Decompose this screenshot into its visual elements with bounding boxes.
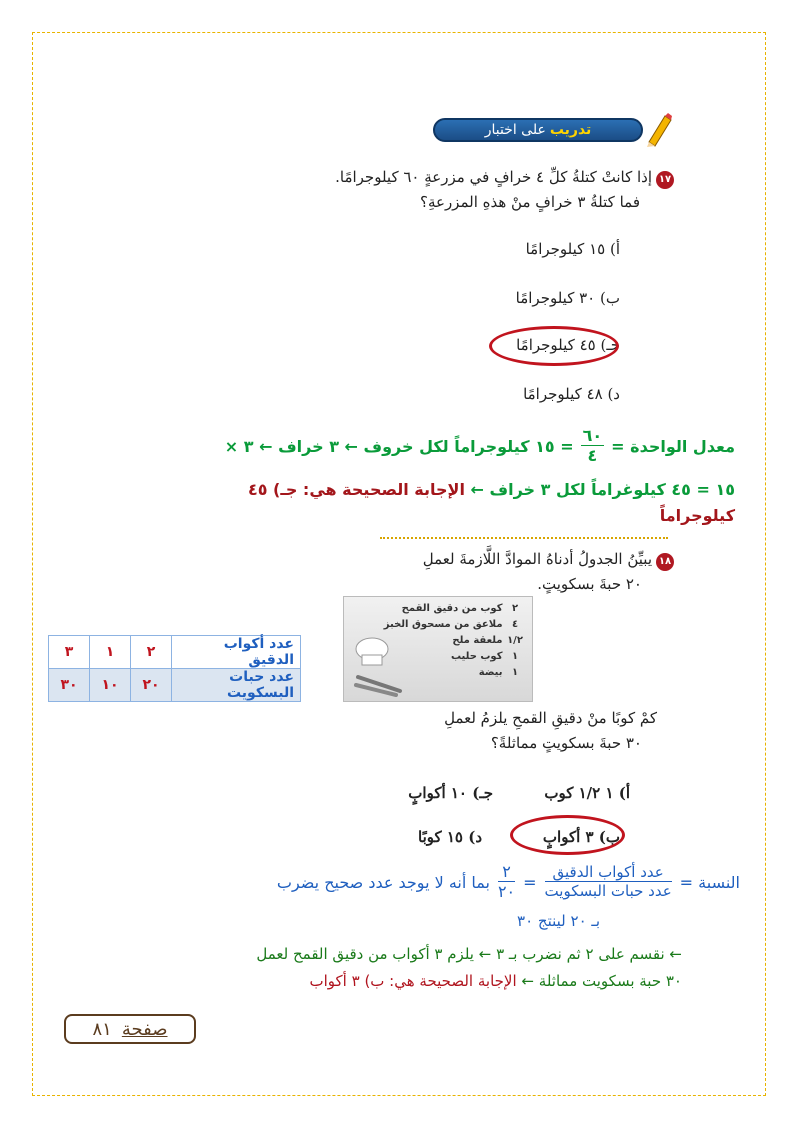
sol-red2: الإجابة الصحيحة هي: ب) ٣ أكواب xyxy=(309,972,517,990)
recipe-qty: ١ xyxy=(511,651,519,662)
row-header: عدد حبات البسكويت xyxy=(172,669,301,702)
ratio-value-top: ٢ xyxy=(498,864,515,882)
page-number: ٨١ xyxy=(92,1018,112,1040)
q18-line2: ٢٠ حبةَ بسكويتٍ. xyxy=(537,575,642,593)
recipe-row xyxy=(344,617,532,633)
table-cell: ٣ xyxy=(49,636,90,669)
recipe-item: كوب حليب xyxy=(450,651,503,662)
q18-option-b[interactable]: ب) ٣ أكوابٍ xyxy=(542,828,620,846)
ratio-eq: = xyxy=(523,872,537,892)
recipe-item: بيضة xyxy=(478,667,503,678)
recipe-item: ملاعق من مسحوق الخبز xyxy=(383,619,503,630)
sol2-red: الإجابة الصحيحة هي: جـ) ٤٥ xyxy=(247,480,465,499)
recipe-qty: ٤ xyxy=(511,619,519,630)
q18-line1: يبيِّنُ الجدولُ أدناهُ الموادَّ اللَّازمةَ لعملِ xyxy=(422,550,652,568)
practice-badge xyxy=(437,110,673,154)
recipe-qty: ١/٢ xyxy=(507,635,523,646)
sol-green2: ٣٠ حبة بسكويت مماثلة ← xyxy=(521,972,682,990)
q17-solution-line3: كيلوجراماً xyxy=(659,506,735,525)
sol2-green: ١٥ = ٤٥ كيلوغراماً لكل ٣ خراف ← xyxy=(470,480,735,499)
ratio-rest: بما أنه لا يوجد عدد صحيح يضرب xyxy=(276,872,490,892)
q17-option-a[interactable]: أ) ١٥ كيلوجرامًا xyxy=(525,240,620,258)
q17-line2: فما كتلةُ ٣ خرافٍ منْ هذهِ المزرعةِ؟ xyxy=(419,193,640,211)
q17-line1: إذا كانتْ كتلةُ كلِّ ٤ خرافٍ في مزرعةٍ ٦٠ كيلوجرامًا. xyxy=(335,168,652,186)
q18-line4: ٣٠ حبةَ بسكويتٍ مماثلةً؟ xyxy=(490,734,642,752)
table-cell: ٢ xyxy=(131,636,172,669)
rate-fraction xyxy=(581,428,605,464)
ratio-top: عدد أكواب الدقيق xyxy=(545,865,672,882)
ratio-bottom: عدد حبات البسكويت xyxy=(544,882,672,900)
ratio-label: النسبة = xyxy=(679,872,740,892)
table-cell: ٣٠ xyxy=(49,669,90,702)
recipe-qty: ٢ xyxy=(511,603,519,614)
row-header: عدد أكواب الدقيق xyxy=(172,636,301,669)
q18-option-c[interactable]: جـ) ١٠ أكوابٍ xyxy=(408,784,493,802)
page-label: صفحة xyxy=(121,1018,168,1040)
separator xyxy=(380,537,668,539)
ratio-fraction xyxy=(545,865,672,899)
q17-solution-line2 xyxy=(55,480,735,499)
table-cell: ١ xyxy=(90,636,131,669)
q18-line3: كمْ كوبًا منْ دقيقِ القمحِ يلزمُ لعملِ xyxy=(444,709,657,727)
ratio-value-fraction xyxy=(498,864,515,900)
rate-rest: = ١٥ كيلوجراماً لكل خروف ← ٣ خراف ← ٣ × xyxy=(224,436,574,456)
q18-solution-line4 xyxy=(62,972,682,990)
answer-circle-q17 xyxy=(489,326,619,366)
page-number-box xyxy=(64,1014,196,1044)
frac-bottom: ٤ xyxy=(587,446,598,465)
answer-circle-q18 xyxy=(510,815,625,855)
badge-part1: تدريب xyxy=(549,122,592,138)
q18-solution-line2: بـ ٢٠ لينتج ٣٠ xyxy=(517,912,600,930)
table-row xyxy=(49,669,301,702)
q18-option-d[interactable]: د) ١٥ كوبًا xyxy=(418,828,482,846)
recipe-card xyxy=(343,596,533,702)
recipe-item: كوب من دقيق القمح xyxy=(401,603,503,614)
chef-hat-icon xyxy=(350,633,406,697)
ratio-value-bottom: ٢٠ xyxy=(497,882,516,901)
rate-label: معدل الواحدة = xyxy=(611,436,735,456)
q17-option-d[interactable]: د) ٤٨ كيلوجرامًا xyxy=(523,385,620,403)
frac-top: ٦٠ xyxy=(582,426,603,445)
q18-option-a[interactable]: أ) ١ ١/٢ كوب xyxy=(544,784,630,802)
recipe-item: ملعقة ملح xyxy=(452,635,503,646)
badge-part2: على اختبار xyxy=(484,122,546,138)
q18-solution-line3: ← نقسم على ٢ ثم نضرب بـ ٣ ← يلزم ٣ أكواب من دقيق القمح لعمل xyxy=(256,945,682,963)
question-number-18: ١٨ xyxy=(656,553,674,571)
flour-biscuit-table xyxy=(48,635,301,702)
recipe-row xyxy=(344,601,532,617)
table-cell: ١٠ xyxy=(90,669,131,702)
q18-solution-line1 xyxy=(40,864,740,900)
q17-solution-line1 xyxy=(55,428,735,464)
pencil-icon xyxy=(643,112,673,148)
table-cell: ٢٠ xyxy=(131,669,172,702)
question-number-17: ١٧ xyxy=(656,171,674,189)
recipe-qty: ١ xyxy=(511,667,519,678)
q17-option-b[interactable]: ب) ٣٠ كيلوجرامًا xyxy=(515,289,620,307)
q17-option-c[interactable]: جـ) ٤٥ كيلوجرامًا xyxy=(516,336,620,354)
table-row xyxy=(49,636,301,669)
